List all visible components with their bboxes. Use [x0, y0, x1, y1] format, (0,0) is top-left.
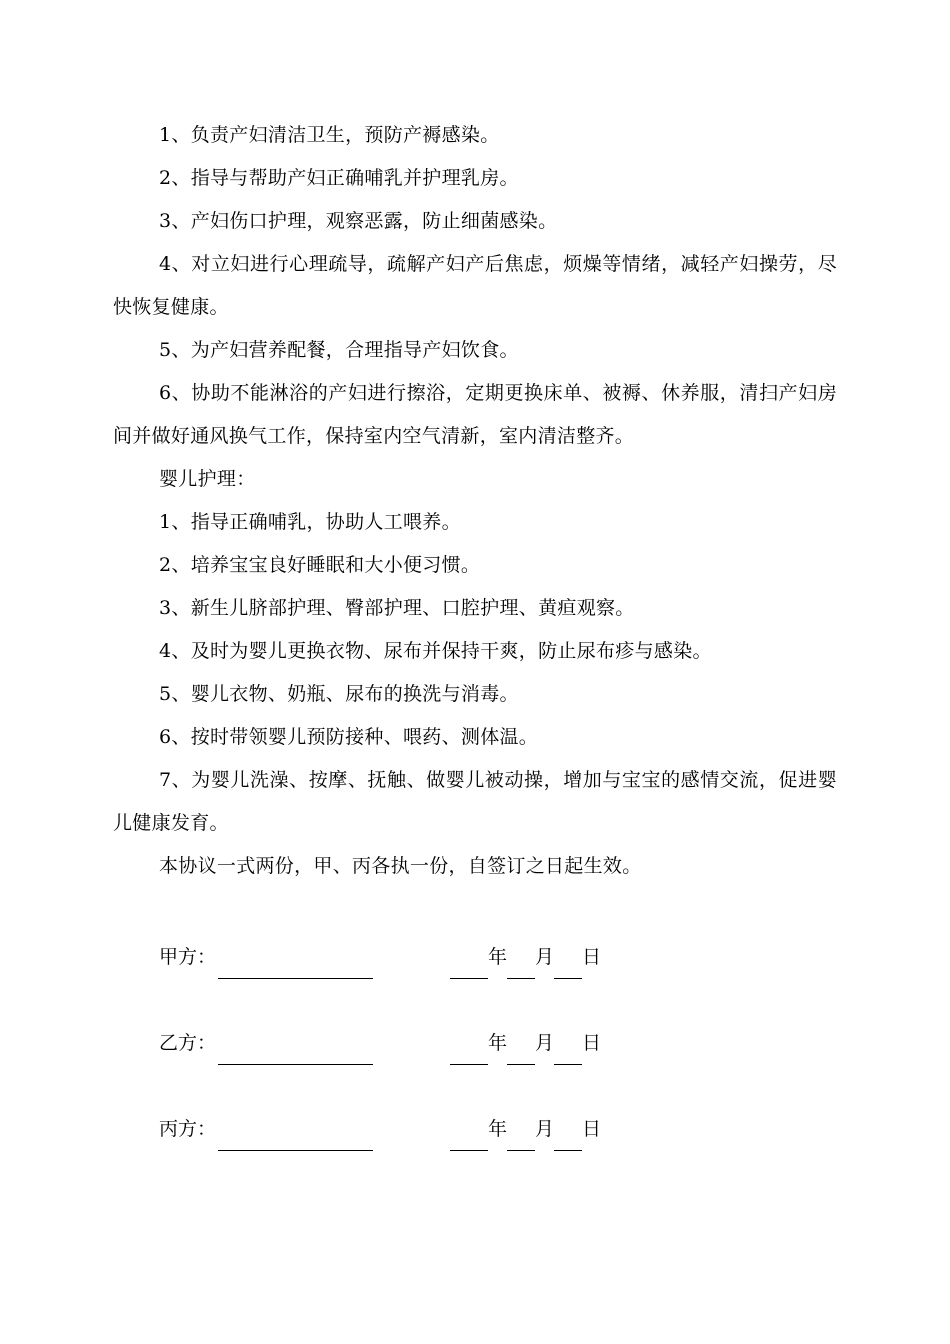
- year-label: 年: [488, 1032, 508, 1054]
- party-c-date: [450, 1108, 601, 1151]
- party-b-label: 乙方：: [159, 1032, 217, 1054]
- party-c-signature-line: [218, 1122, 373, 1151]
- year-blank: [450, 950, 488, 979]
- day-label: 日: [582, 1118, 602, 1140]
- infant-care-item-1: 1、指导正确哺乳，协助人工喂养。: [159, 511, 461, 533]
- mother-care-item-2: 2、指导与帮助产妇正确哺乳并护理乳房。: [159, 167, 519, 189]
- day-blank: [554, 950, 582, 979]
- party-a-label: 甲方：: [159, 946, 217, 968]
- party-c-label: 丙方：: [159, 1118, 217, 1140]
- signature-row-party-c: [159, 1108, 719, 1194]
- document-body: [113, 114, 837, 888]
- infant-care-item-5: 5、婴儿衣物、奶瓶、尿布的换洗与消毒。: [159, 683, 519, 705]
- party-b-signature-line: [218, 1036, 373, 1065]
- signature-row-party-b: [159, 1022, 719, 1108]
- party-a-date: [450, 936, 601, 979]
- party-c: [159, 1108, 373, 1151]
- infant-care-item-7: 7、为婴儿洗澡、按摩、抚触、做婴儿被动操，增加与宝宝的感情交流，促进婴儿健康发育。: [113, 769, 837, 834]
- month-blank: [507, 1036, 535, 1065]
- month-blank: [507, 950, 535, 979]
- day-label: 日: [582, 946, 602, 968]
- year-label: 年: [488, 946, 508, 968]
- party-a: [159, 936, 373, 979]
- mother-care-item-6: 6、协助不能淋浴的产妇进行擦浴，定期更换床单、被褥、休养服，清扫产妇房间并做好通风换气工作，保持室内空气清新，室内清洁整齐。: [113, 382, 837, 447]
- day-blank: [554, 1036, 582, 1065]
- agreement-note: 本协议一式两份，甲、丙各执一份，自签订之日起生效。: [159, 855, 642, 877]
- day-label: 日: [582, 1032, 602, 1054]
- year-blank: [450, 1036, 488, 1065]
- month-label: 月: [535, 1118, 555, 1140]
- month-label: 月: [535, 1032, 555, 1054]
- day-blank: [554, 1122, 582, 1151]
- mother-care-item-1: 1、负责产妇清洁卫生，预防产褥感染。: [159, 124, 500, 146]
- mother-care-item-4: 4、对立妇进行心理疏导，疏解产妇产后焦虑，烦燥等情绪，减轻产妇操劳，尽快恢复健康。: [113, 253, 837, 318]
- year-label: 年: [488, 1118, 508, 1140]
- infant-care-item-6: 6、按时带领婴儿预防接种、喂药、测体温。: [159, 726, 539, 748]
- month-label: 月: [535, 946, 555, 968]
- party-b: [159, 1022, 373, 1065]
- party-a-signature-line: [218, 950, 373, 979]
- month-blank: [507, 1122, 535, 1151]
- infant-care-heading: 婴儿护理：: [159, 468, 256, 490]
- infant-care-item-2: 2、培养宝宝良好睡眠和大小便习惯。: [159, 554, 481, 576]
- mother-care-item-3: 3、产妇伤口护理，观察恶露，防止细菌感染。: [159, 210, 558, 232]
- year-blank: [450, 1122, 488, 1151]
- signature-area: [159, 936, 719, 1194]
- party-b-date: [450, 1022, 601, 1065]
- infant-care-item-4: 4、及时为婴儿更换衣物、尿布并保持干爽，防止尿布疹与感染。: [159, 640, 712, 662]
- infant-care-item-3: 3、新生儿脐部护理、臀部护理、口腔护理、黄疸观察。: [159, 597, 635, 619]
- mother-care-item-5: 5、为产妇营养配餐，合理指导产妇饮食。: [159, 339, 519, 361]
- signature-row-party-a: [159, 936, 719, 1022]
